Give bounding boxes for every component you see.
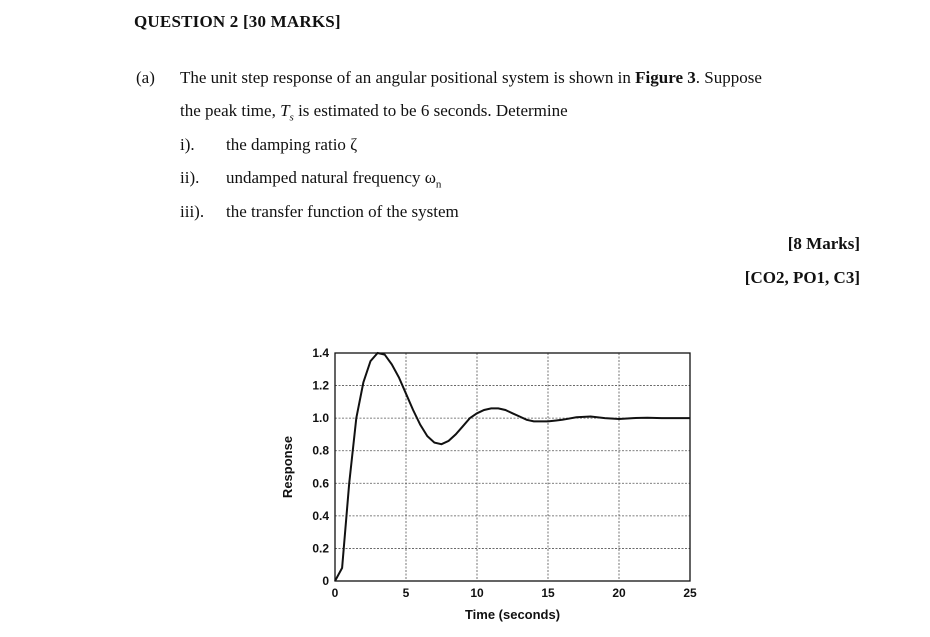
part-label: (a)	[136, 68, 155, 87]
y-tick-label: 1.4	[312, 346, 329, 360]
intro-text-end: . Suppose	[695, 68, 762, 87]
y-tick-label: 1.2	[312, 378, 329, 393]
question-intro-line	[180, 68, 762, 88]
item-number-3: iii).	[180, 202, 205, 221]
item-text-1: the damping ratio ζ	[226, 135, 358, 154]
x-tick-label: 25	[683, 586, 697, 600]
x-tick-label: 5	[402, 586, 410, 600]
marks-label: [8 Marks]	[787, 234, 860, 253]
item-text-3: the transfer function of the system	[226, 202, 459, 221]
response-curve	[335, 353, 690, 581]
y-tick-label: 0.8	[312, 443, 329, 458]
plot-frame	[335, 353, 690, 581]
x-tick-label: 0	[331, 586, 339, 600]
question-peak-time-line	[180, 101, 568, 123]
y-axis-label: Response	[280, 435, 295, 499]
item-number-1: i).	[180, 135, 195, 154]
x-tick-label: 20	[612, 586, 626, 600]
item-text-2: undamped natural frequency $\omega_n$	[226, 168, 442, 191]
item-number-2: ii).	[180, 168, 200, 187]
course-outcomes-label: [CO2, PO1, C3]	[744, 268, 860, 287]
question-heading: QUESTION 2 [30 MARKS]	[134, 12, 341, 31]
intro-text: The unit step response of an angular positional system is shown in	[180, 68, 636, 87]
y-tick-label: 0	[322, 574, 329, 588]
x-axis-label: Time (seconds)	[464, 607, 561, 622]
figure-reference: Figure 3	[635, 68, 696, 87]
y-tick-label: 0.6	[312, 476, 329, 491]
x-tick-label: 10	[470, 586, 484, 600]
peak-time-text: the peak time,	[180, 101, 281, 120]
step-response-chart	[270, 325, 710, 625]
y-tick-label: 0.4	[312, 508, 329, 523]
peak-time-text-end: is estimated to be 6 seconds. Determine	[293, 101, 568, 120]
y-tick-label: 1.0	[312, 411, 329, 426]
y-tick-label: 0.2	[312, 541, 329, 556]
x-tick-label: 15	[541, 586, 555, 600]
peak-time-variable: $T_s$	[280, 101, 294, 124]
